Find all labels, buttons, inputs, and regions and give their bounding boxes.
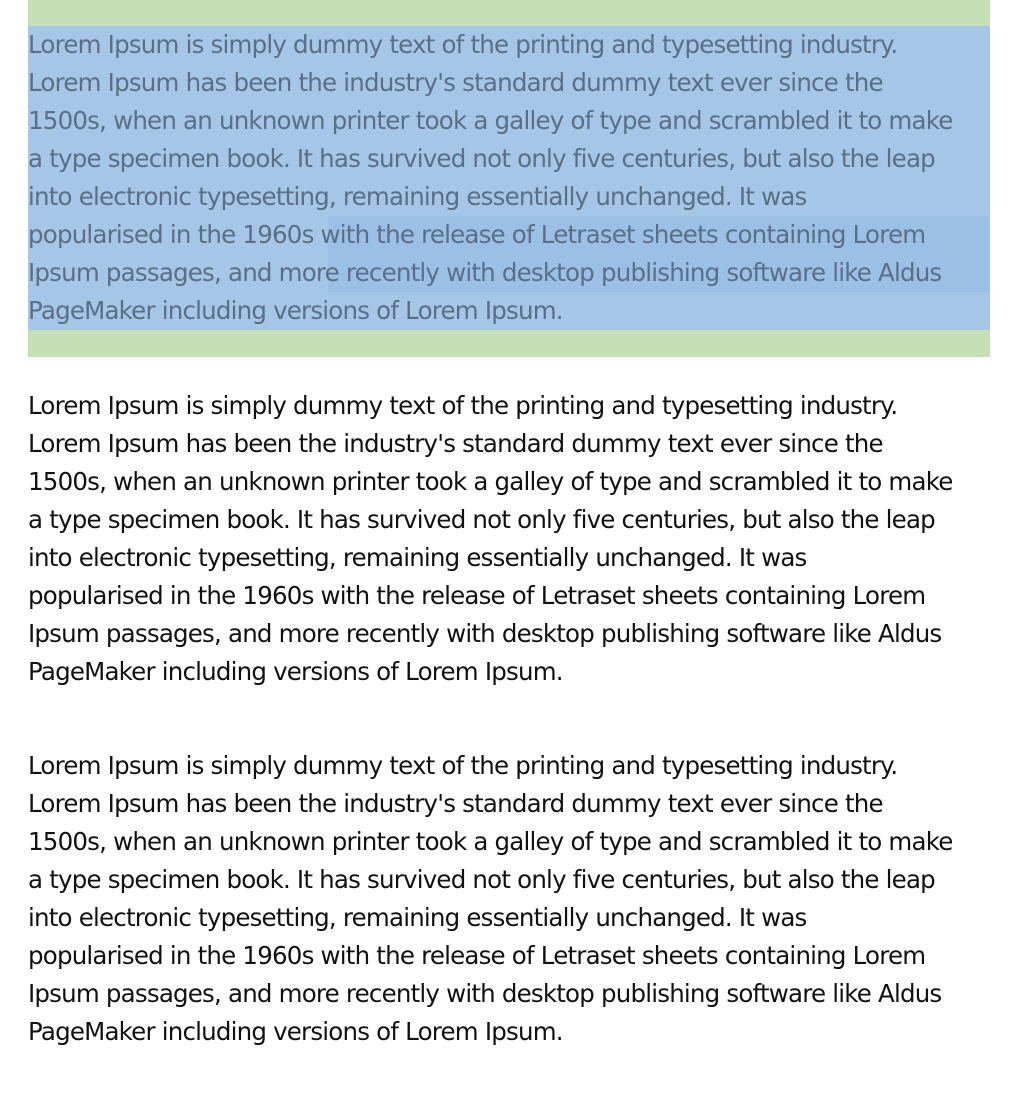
paragraph-line: Lorem Ipsum has been the industry's standard dummy text ever since the <box>28 68 883 97</box>
paragraph-line: PageMaker including versions of Lorem Ipsum. <box>28 657 563 686</box>
paragraph-line: Ipsum passages, and more recently with desktop publishing software like Aldus <box>28 258 942 287</box>
paragraph-third <box>28 747 990 1051</box>
paragraph-line: Lorem Ipsum is simply dummy text of the printing and typesetting industry. <box>28 30 898 59</box>
paragraph-second <box>28 387 990 691</box>
paragraph-line: Lorem Ipsum has been the industry's standard dummy text ever since the <box>28 429 883 458</box>
paragraph-line: Lorem Ipsum has been the industry's standard dummy text ever since the <box>28 789 883 818</box>
paragraph-line: 1500s, when an unknown printer took a galley of type and scrambled it to make <box>28 467 953 496</box>
paragraph-line: 1500s, when an unknown printer took a galley of type and scrambled it to make <box>28 106 953 135</box>
paragraph-line: a type specimen book. It has survived not only five centuries, but also the leap <box>28 505 935 534</box>
paragraph-line: Ipsum passages, and more recently with desktop publishing software like Aldus <box>28 979 942 1008</box>
paragraph-line: Lorem Ipsum is simply dummy text of the printing and typesetting industry. <box>28 751 898 780</box>
paragraph-line: Lorem Ipsum is simply dummy text of the printing and typesetting industry. <box>28 391 898 420</box>
paragraph-line: a type specimen book. It has survived not only five centuries, but also the leap <box>28 144 935 173</box>
paragraph-selected[interactable] <box>28 26 990 330</box>
paragraph-line: a type specimen book. It has survived not only five centuries, but also the leap <box>28 865 935 894</box>
paragraph-line: PageMaker including versions of Lorem Ipsum. <box>28 296 563 325</box>
paragraph-line: into electronic typesetting, remaining essentially unchanged. It was <box>28 182 807 211</box>
paragraph-line: Ipsum passages, and more recently with desktop publishing software like Aldus <box>28 619 942 648</box>
paragraph-line: into electronic typesetting, remaining essentially unchanged. It was <box>28 543 807 572</box>
paragraph-line: PageMaker including versions of Lorem Ipsum. <box>28 1017 563 1046</box>
paragraph-line: popularised in the 1960s with the release of Letraset sheets containing Lorem <box>28 220 926 249</box>
paragraph-line: popularised in the 1960s with the release of Letraset sheets containing Lorem <box>28 581 926 610</box>
paragraph-line: into electronic typesetting, remaining essentially unchanged. It was <box>28 903 807 932</box>
paragraph-line: 1500s, when an unknown printer took a galley of type and scrambled it to make <box>28 827 953 856</box>
paragraph-line: popularised in the 1960s with the release of Letraset sheets containing Lorem <box>28 941 926 970</box>
